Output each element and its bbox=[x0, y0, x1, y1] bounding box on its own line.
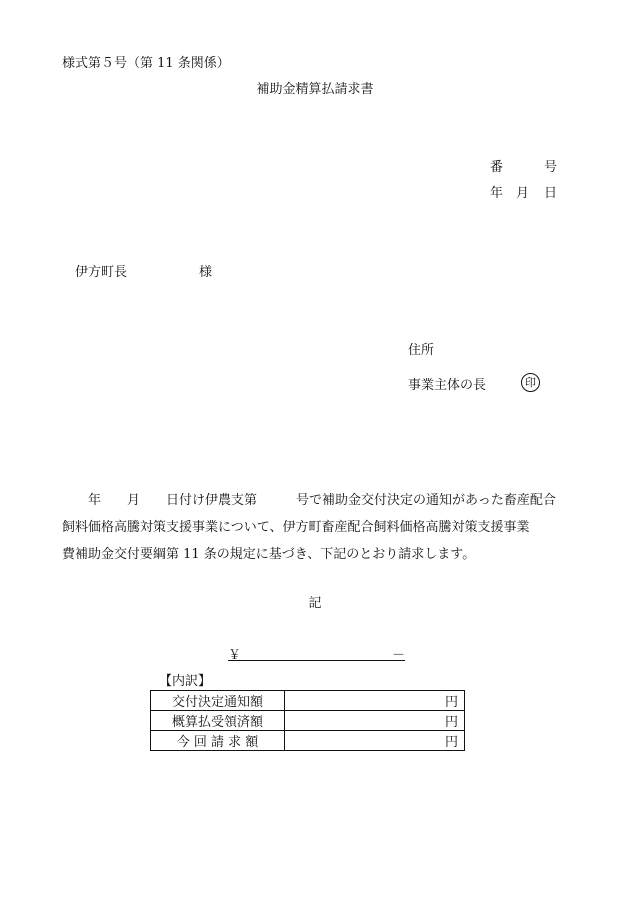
document-number-line bbox=[490, 156, 558, 175]
breakdown-table bbox=[150, 690, 465, 751]
number-suffix: 号 bbox=[544, 160, 558, 175]
row-label: 交付決定通知額 bbox=[151, 691, 285, 711]
table-row bbox=[151, 691, 465, 711]
table-row bbox=[151, 731, 465, 751]
document-title: 補助金精算払請求書 bbox=[256, 82, 374, 97]
body-text bbox=[62, 487, 572, 568]
form-number: 様式第５号（第 11 条関係） bbox=[62, 56, 230, 71]
addressee bbox=[75, 261, 213, 280]
body-line-3: 費補助金交付要綱第 11 条の規定に基づき、下記のとおり請求します。 bbox=[62, 547, 476, 562]
amount-line bbox=[228, 644, 405, 661]
table-row bbox=[151, 711, 465, 731]
applicant-head bbox=[408, 374, 536, 393]
breakdown-label: 【内訳】 bbox=[159, 674, 212, 689]
seal-stamp: 印 bbox=[521, 373, 540, 392]
addressee-name: 伊方町長 bbox=[75, 265, 128, 280]
head-label: 事業主体の長 bbox=[408, 378, 487, 393]
body-line-2: 飼料価格高騰対策支援事業について、伊方町畜産配合飼料価格高騰対策支援事業 bbox=[62, 520, 530, 535]
day-label: 日 bbox=[544, 186, 558, 201]
year-label: 年 bbox=[490, 186, 504, 201]
amount-dash: － bbox=[391, 648, 405, 663]
row-label: 今 回 請 求 額 bbox=[151, 731, 285, 751]
row-unit: 円 bbox=[285, 691, 465, 711]
number-label: 番 bbox=[490, 160, 504, 175]
row-unit: 円 bbox=[285, 731, 465, 751]
date-line bbox=[490, 182, 558, 201]
address-label: 住所 bbox=[408, 343, 435, 358]
row-unit: 円 bbox=[285, 711, 465, 731]
yen-symbol: ￥ bbox=[228, 648, 242, 663]
body-line-1: 年 月 日付け伊農支第 号で補助金交付決定の通知があった畜産配合 bbox=[62, 493, 556, 508]
month-label: 月 bbox=[516, 186, 530, 201]
addressee-honorific: 様 bbox=[199, 265, 213, 280]
ki-heading: 記 bbox=[308, 596, 322, 611]
row-label: 概算払受領済額 bbox=[151, 711, 285, 731]
